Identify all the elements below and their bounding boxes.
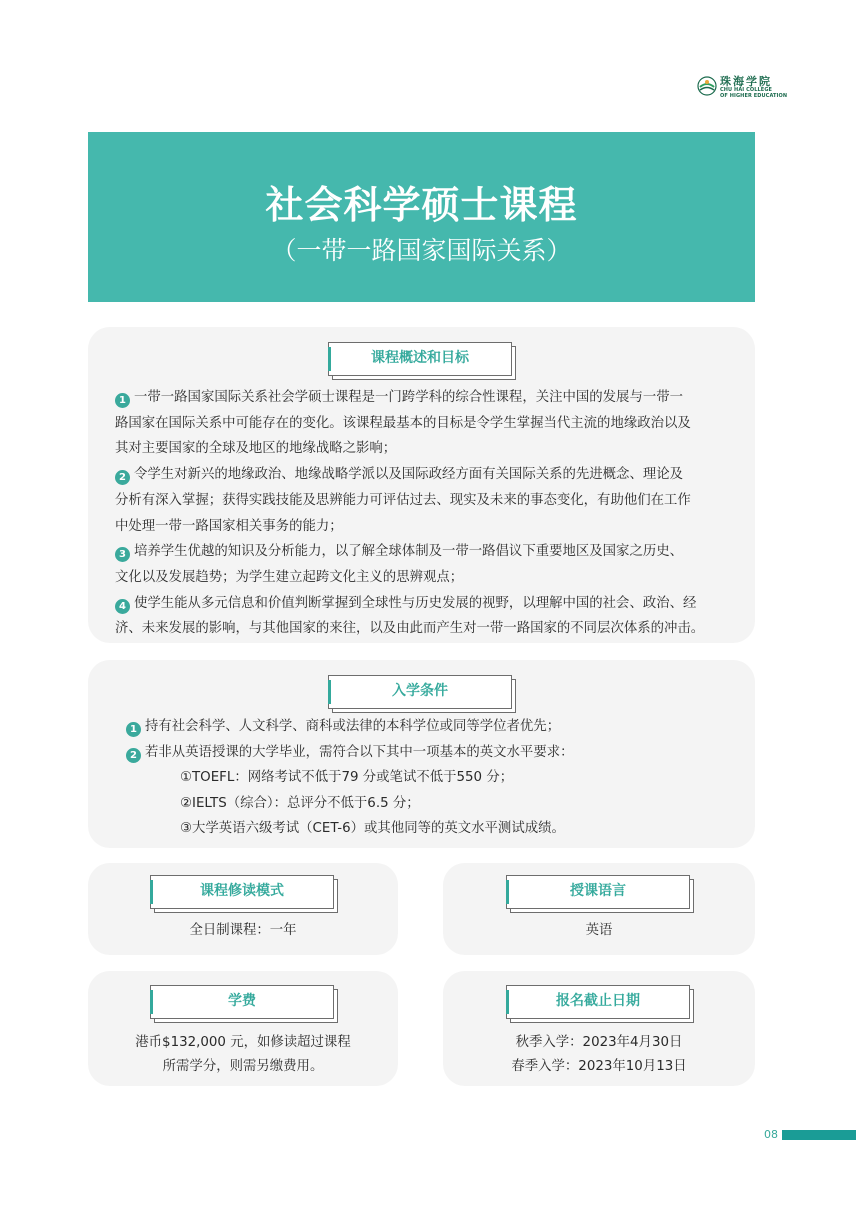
requirement-ielts: ②IELTS（综合）：总评分不低于6.5 分； xyxy=(180,795,420,811)
number-badge: 1 xyxy=(126,722,141,737)
number-badge: 2 xyxy=(126,748,141,763)
page-subtitle: （一带一路国家国际关系） xyxy=(271,236,572,265)
overview-item-2: 2 令学生对新兴的地缘政治、地缘战略学派以及国际政经方面有关国际关系的先进概念、理论及 xyxy=(115,462,740,488)
deadline-autumn: 秋季入学：2023年4月30日 xyxy=(515,1035,683,1050)
overview-heading: 课程概述和目标 xyxy=(328,342,512,376)
study-mode-heading: 课程修读模式 xyxy=(150,875,334,909)
language-heading: 授课语言 xyxy=(506,875,690,909)
fee-line-2: 所需学分，则需另缴费用。 xyxy=(162,1059,324,1074)
number-badge: 2 xyxy=(115,470,130,485)
page-title: 社会科学硕士课程 xyxy=(265,183,578,227)
title-banner xyxy=(88,132,755,302)
overview-item-4: 4 使学生能从多元信息和价值判断掌握到全球性与历史发展的视野，以理解中国的社会、政治、经 xyxy=(115,591,740,617)
admission-heading: 入学条件 xyxy=(328,675,512,709)
number-badge: 4 xyxy=(115,599,130,614)
overview-item-3: 3 培养学生优越的知识及分析能力，以了解全球体制及一带一路倡议下重要地区及国家之历史、 xyxy=(115,539,740,565)
deadline-heading: 报名截止日期 xyxy=(506,985,690,1019)
study-mode-value: 全日制课程：一年 xyxy=(189,923,297,938)
admission-text xyxy=(126,714,746,842)
overview-item-1: 1 一带一路国家国际关系社会学硕士课程是一门跨学科的综合性课程，关注中国的发展与一带一 xyxy=(115,385,740,411)
fee-card xyxy=(88,971,398,1086)
deadline-card xyxy=(443,971,755,1086)
college-logo xyxy=(697,72,797,102)
study-mode-card xyxy=(88,863,398,955)
language-value: 英语 xyxy=(585,923,613,938)
admission-item-1: 1 持有社会科学、人文科学、商科或法律的本科学位或同等学位者优先； xyxy=(126,714,746,740)
logo-chinese-name: 珠海学院 xyxy=(720,75,772,88)
admission-item-2: 2 若非从英语授课的大学毕业，需符合以下其中一项基本的英文水平要求： xyxy=(126,740,746,766)
logo-english-line2: OF HIGHER EDUCATION xyxy=(720,93,788,99)
number-badge: 1 xyxy=(115,393,130,408)
requirement-cet6: ③大学英语六级考试（CET-6）或其他同等的英文水平测试成绩。 xyxy=(180,821,565,836)
college-emblem-icon xyxy=(697,76,717,96)
language-card xyxy=(443,863,755,955)
deadline-spring: 春季入学：2023年10月13日 xyxy=(511,1059,687,1074)
logo-english-line1: CHU HAI COLLEGE xyxy=(720,87,773,93)
page-number-bar xyxy=(782,1130,856,1140)
overview-card xyxy=(88,327,755,643)
fee-heading: 学费 xyxy=(150,985,334,1019)
admission-card xyxy=(88,660,755,848)
requirement-toefl: ①TOEFL：网络考试不低于79 分或笔试不低于550 分； xyxy=(180,770,514,785)
number-badge: 3 xyxy=(115,547,130,562)
page-number: 08 xyxy=(764,1128,778,1141)
fee-line-1: 港币$132,000 元，如修读超过课程 xyxy=(135,1035,351,1050)
overview-text: 1 一带一路国家国际关系社会学硕士课程是一门跨学科的综合性课程，关注中国的发展与一带一 路国家在国际关系中可能存在的变化。该课程最基本的目标是令学生掌握当代主流的地缘政治以及 其对主要国家的全球及地区的地缘战略之影响； 2 令学生对新兴的地缘政治、地缘战略学派以及国际政经方面有关国际关系的先进概念、理论及 分析有深入掌握；获得实践技能及思辨能力可评估过去、现实及未来的事态变化，有助他们在工作 中处理一带一路国家相关事务的能力； 3 培养学生优越的知识及分析能力，以了解全球体制及一带一路倡议下重要地区及国家之历史、 文化以及发展趋势；为学生建立起跨文化主义的思辨观点； 4 使学生能从多元信息和价值判断掌握到全球性与历史发展的视野，以理解中国的社会、政治、经 济、未来发展的影响，与其他国家的来往，以及由此而产生对一带一路国家的不同层次体系的冲击。 xyxy=(115,385,740,642)
